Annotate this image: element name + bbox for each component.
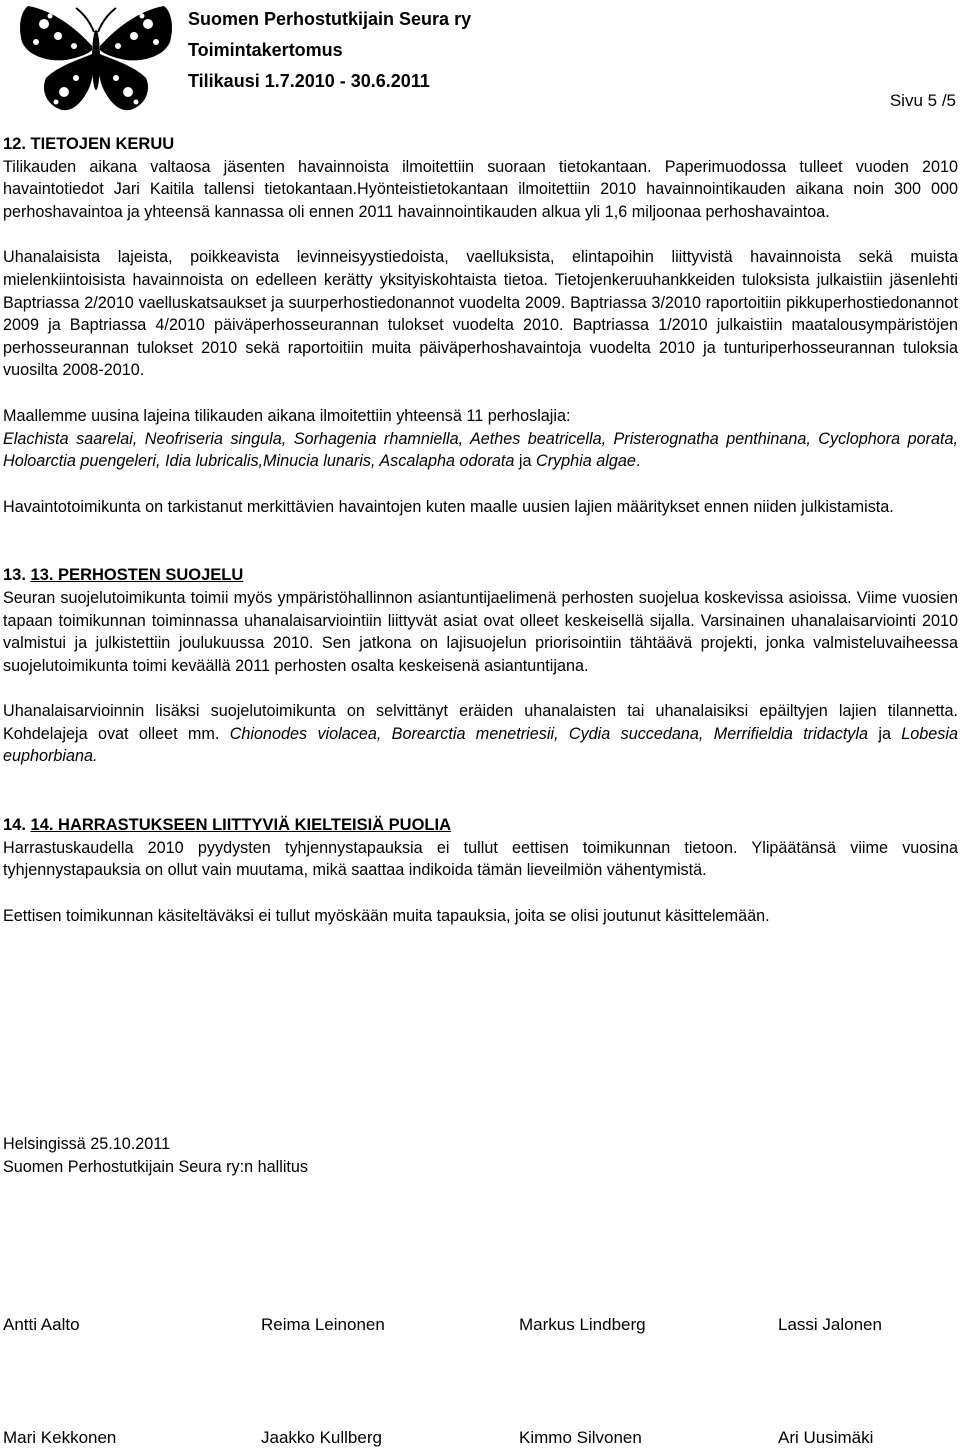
signatures-row-1 xyxy=(3,1315,958,1339)
signatory-name: Kimmo Silvonen xyxy=(519,1428,642,1447)
section-12 xyxy=(3,133,958,518)
section-14-paragraph-1: Harrastuskaudella 2010 pyydysten tyhjennystapauksia ei tullut eettisen toimikunnan tietoon. Ylipäätänsä viime vuosina tyhjennystapauksia on ollut vain muutama, mikä saattaa indikoida tämän lieveilmiön vähentymistä. xyxy=(3,838,958,880)
section-12-new-species xyxy=(3,405,958,473)
section-14-heading: 14. 14. HARRASTUKSEEN LIITTYVIÄ KIELTEISIÄ PUOLIA xyxy=(3,816,452,835)
new-species-end: . xyxy=(635,452,641,471)
signatory-name: Jaakko Kullberg xyxy=(261,1428,382,1447)
section-14 xyxy=(3,814,958,927)
new-species-intro: Maallemme uusina lajeina tilikauden aikana ilmoitettiin yhteensä 11 perhoslajia: xyxy=(3,406,571,425)
section-12-paragraph-4: Havaintotoimikunta on tarkistanut merkittävien havaintojen kuten maalle uusien lajien määritykset ennen niiden julkistamista. xyxy=(3,497,894,516)
document-body xyxy=(3,133,958,927)
section-12-heading: 12. TIETOJEN KERUU xyxy=(3,135,175,153)
closing-block xyxy=(3,1133,308,1179)
target-species-intro: Uhanalaisarvioinnin lisäksi suojelutoimikunta on selvittänyt eräiden uhanalaisten tai uhanalaisiksi epäiltyjen lajien tilannetta. Kohdelajeja ovat olleet mm. xyxy=(3,702,958,743)
section-13-heading-text: 13. PERHOSTEN SUOJELU xyxy=(30,566,244,585)
section-13 xyxy=(3,564,958,768)
butterfly-logo-icon xyxy=(14,2,178,114)
section-14-heading-text: 14. HARRASTUKSEEN LIITTYVIÄ KIELTEISIÄ PUOLIA xyxy=(30,816,452,835)
fiscal-period: Tilikausi 1.7.2010 - 30.6.2011 xyxy=(188,71,430,91)
signatory-name: Antti Aalto xyxy=(3,1315,80,1334)
signatory-name: Mari Kekkonen xyxy=(3,1428,117,1447)
board-signature-line: Suomen Perhostutkijain Seura ry:n hallitus xyxy=(3,1158,309,1176)
signatory-name: Markus Lindberg xyxy=(519,1315,646,1334)
section-13-paragraph-1: Seuran suojelutoimikunta toimii myös ympäristöhallinnon asiantuntijaelimenä perhosten suojelua koskevissa asioissa. Viime vuosien tapaan toimikunnan toiminnassa uhanalaisarviointiin liittyvät asiat ovat olleet keskeisellä sijalla. Varsinainen uhanalaisarviointi 2010 valmistui ja julkistettiin joulukuussa 2010. Sen jatkona on lajisuojelun priorisointiin tähtäävä projekti, jonka valmisteluvaiheessa suojelutoimikunta toimi keväällä 2011 perhosten osalta keskeisenä asiantuntijana. xyxy=(3,588,958,675)
new-species-list: Elachista saarelai, Neofriseria singula, Sorhagenia rhamniella, Aethes beatricella, Pristerognatha penthinana, Cyclophora porata, Holoarctia puengeleri, Idia lubricalis,Minucia lunaris, Ascalapha odorata xyxy=(3,429,958,471)
section-13-heading: 13. 13. PERHOSTEN SUOJELU xyxy=(3,566,244,585)
new-species-last: Cryphia algae xyxy=(536,452,636,471)
section-12-paragraph-1: Tilikauden aikana valtaosa jäsenten havainnoista ilmoitettiin suoraan tietokantaan. Paperimuodossa tulleet vuoden 2010 havaintotiedot Jari Kaitila tallensi tietokantaan.Hyönteistietokantaan ilmoitettiin 2010 havainnointikauden aikana noin 300 000 perhoshavaintoa ja yhteensä kannassa oli ennen 2011 havainnointikauden alkua yli 1,6 miljoonaa perhoshavaintoa. xyxy=(3,157,958,221)
section-13-paragraph-2 xyxy=(3,700,958,768)
place-and-date: Helsingissä 25.10.2011 xyxy=(3,1135,171,1153)
signatory-name: Reima Leinonen xyxy=(261,1315,385,1334)
target-species-list: Chionodes violacea, Borearctia menetriesii, Cydia succedana, Merrifieldia tridactyla xyxy=(229,724,869,743)
section-12-paragraph-2: Uhanalaisista lajeista, poikkeavista levinneisyystiedoista, vaelluksista, elintapoihin liittyvistä havainnoista sekä muista mielenkiintoisista havainnoista on edelleen kerätty yksityiskohtaista tietoa. Tietojenkeruuhankkeiden tuloksista julkaistiin jäsenlehti Baptriassa 2/2010 vaelluskatsaukset ja suurperhostiedonannot vuodelta 2009. Baptriassa 3/2010 raportoitiin pikkuperhostiedonannot 2009 ja Baptriassa 4/2010 päiväperhosseurannan tulokset vuodelta 2010. Baptriassa 1/2010 julkaistiin maatalousympäristöjen perhosseurannan tulokset 2010 sekä raportoitiin muita päiväperhoshavaintoja vuodelta 2010 ja tunturiperhosseurannan tuloksia vuosilta 2008-2010. xyxy=(3,248,958,380)
signatory-name: Lassi Jalonen xyxy=(778,1315,882,1334)
signatory-name: Ari Uusimäki xyxy=(778,1428,874,1447)
organization-name: Suomen Perhostutkijain Seura ry xyxy=(188,9,472,29)
signatures-row-2 xyxy=(3,1428,958,1452)
new-species-and: ja xyxy=(514,452,536,471)
document-header xyxy=(188,4,471,97)
document-title: Toimintakertomus xyxy=(188,40,343,60)
page-number: Sivu 5 /5 xyxy=(889,91,956,110)
section-14-paragraph-2: Eettisen toimikunnan käsiteltäväksi ei tullut myöskään muita tapauksia, joita se olisi joutunut käsittelemään. xyxy=(3,906,770,925)
target-species-last: Lobesia euphorbiana. xyxy=(3,724,959,766)
target-species-and: ja xyxy=(868,724,902,743)
